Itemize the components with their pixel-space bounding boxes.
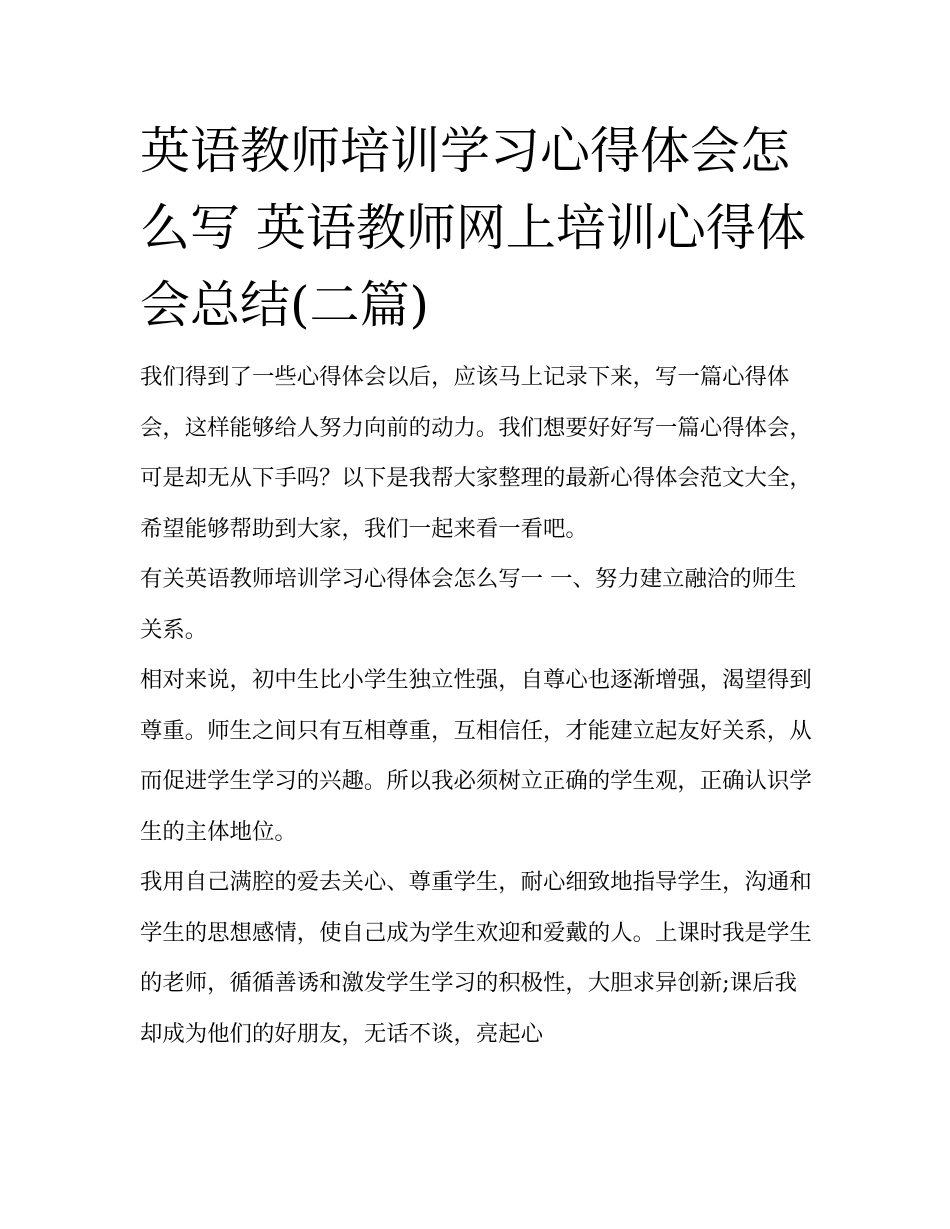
document-title: 英语教师培训学习心得体会怎么写 英语教师网上培训心得体会总结(二篇) <box>140 122 806 334</box>
paragraph-section-heading: 有关英语教师培训学习心得体会怎么写一 一、努力建立融洽的师生关系。 <box>140 566 797 643</box>
paragraph-student-respect: 相对来说，初中生比小学生独立性强，自尊心也逐渐增强，渴望得到尊重。师生之间只有互相尊重，互相信任，才能建立起友好关系，从而促进学生学习的兴趣。所以我必须树立正确的学生观，正确认识学生的主体地位。 <box>140 667 812 845</box>
paragraph-care-for-students: 我用自己满腔的爱去关心、尊重学生，耐心细致地指导学生，沟通和学生的思想感情，使自己成为学生欢迎和爱戴的人。上课时我是学生的老师，循循善诱和激发学生学习的积极性，大胆求异创新;课后我却成为他们的好朋友，无话不谈，亮起心 <box>140 869 812 1047</box>
document-content <box>140 113 812 1059</box>
paragraph-intro: 我们得到了一些心得体会以后，应该马上记录下来，写一篇心得体会，这样能够给人努力向前的动力。我们想要好好写一篇心得体会，可是却无从下手吗？以下是我帮大家整理的最新心得体会范文大全，希望能够帮助到大家，我们一起来看一看吧。 <box>140 364 812 542</box>
document-body <box>140 352 812 1059</box>
